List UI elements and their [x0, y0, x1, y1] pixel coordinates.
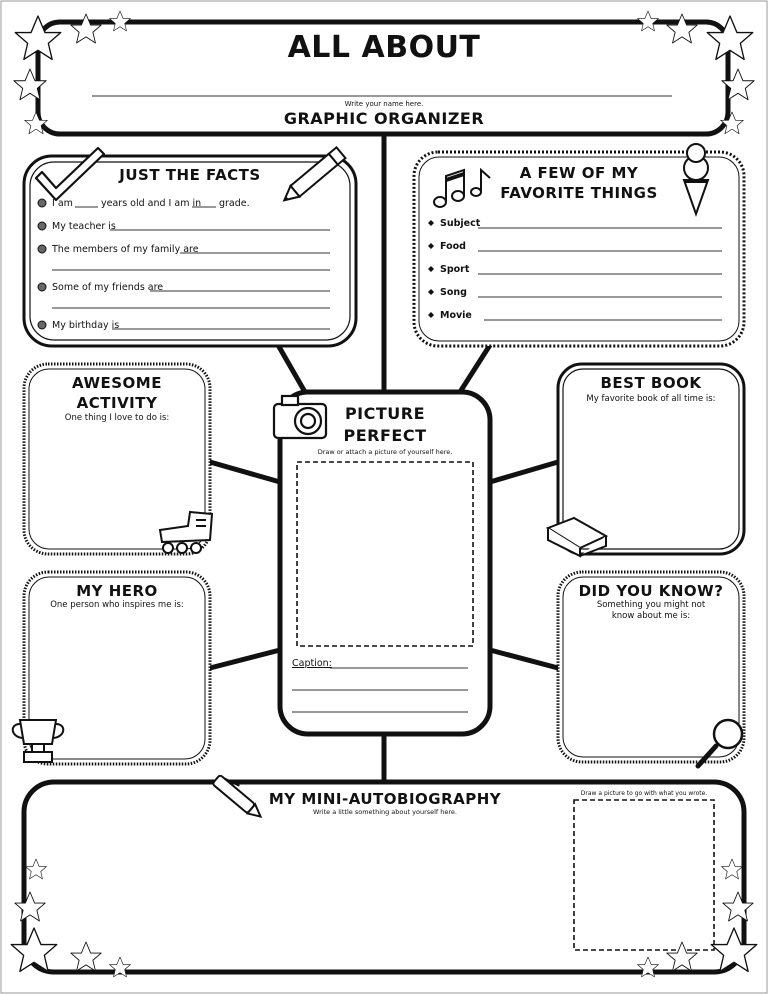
page-title: ALL ABOUT — [287, 30, 481, 65]
didyouknow-title: DID YOU KNOW? — [578, 582, 724, 600]
picture-title-line1: PICTURE — [344, 404, 426, 423]
caption-label: Caption: — [292, 658, 332, 669]
book-prompt: My favorite book of all time is: — [586, 394, 716, 404]
book-title: BEST BOOK — [600, 374, 702, 392]
picture-title-line2: PERFECT — [343, 426, 427, 445]
autobio-title: MY MINI-AUTOBIOGRAPHY — [268, 790, 502, 808]
facts-age-mid: years old and I am in — [101, 198, 202, 209]
name-prompt: Write your name here. — [344, 100, 424, 108]
favorite-sport: Sport — [440, 264, 470, 275]
facts-family: The members of my family are — [52, 244, 199, 255]
activity-title-line1: AWESOME — [72, 374, 162, 392]
favorite-food: Food — [440, 241, 466, 252]
activity-title-line2: ACTIVITY — [76, 394, 158, 412]
picture-prompt: Draw or attach a picture of yourself here. — [317, 448, 453, 456]
facts-age-pre: I am — [52, 198, 73, 209]
didyouknow-prompt-line2: know about me is: — [611, 611, 691, 621]
facts-teacher: My teacher is — [52, 221, 116, 232]
favorites-title-line1: A FEW OF MY — [519, 164, 639, 182]
autobio-prompt: Write a little something about yourself here. — [312, 808, 458, 816]
facts-birthday: My birthday is — [52, 320, 120, 331]
favorites-title-line2: FAVORITE THINGS — [500, 184, 658, 202]
activity-prompt: One thing I love to do is: — [64, 413, 170, 423]
favorite-movie: Movie — [440, 310, 472, 321]
activity-frame — [24, 364, 210, 554]
facts-friends: Some of my friends are — [52, 282, 164, 293]
hero-prompt: One person who inspires me is: — [50, 600, 184, 610]
facts-age-post: grade. — [219, 198, 250, 209]
autobio-draw-prompt: Draw a picture to go with what you wrote. — [580, 790, 708, 797]
didyouknow-prompt-line1: Something you might not — [596, 600, 706, 610]
page-subtitle: GRAPHIC ORGANIZER — [283, 109, 485, 128]
favorite-subject: Subject — [440, 218, 481, 229]
facts-title: JUST THE FACTS — [119, 166, 261, 184]
favorite-song: Song — [440, 287, 467, 298]
hero-title: MY HERO — [76, 582, 158, 600]
